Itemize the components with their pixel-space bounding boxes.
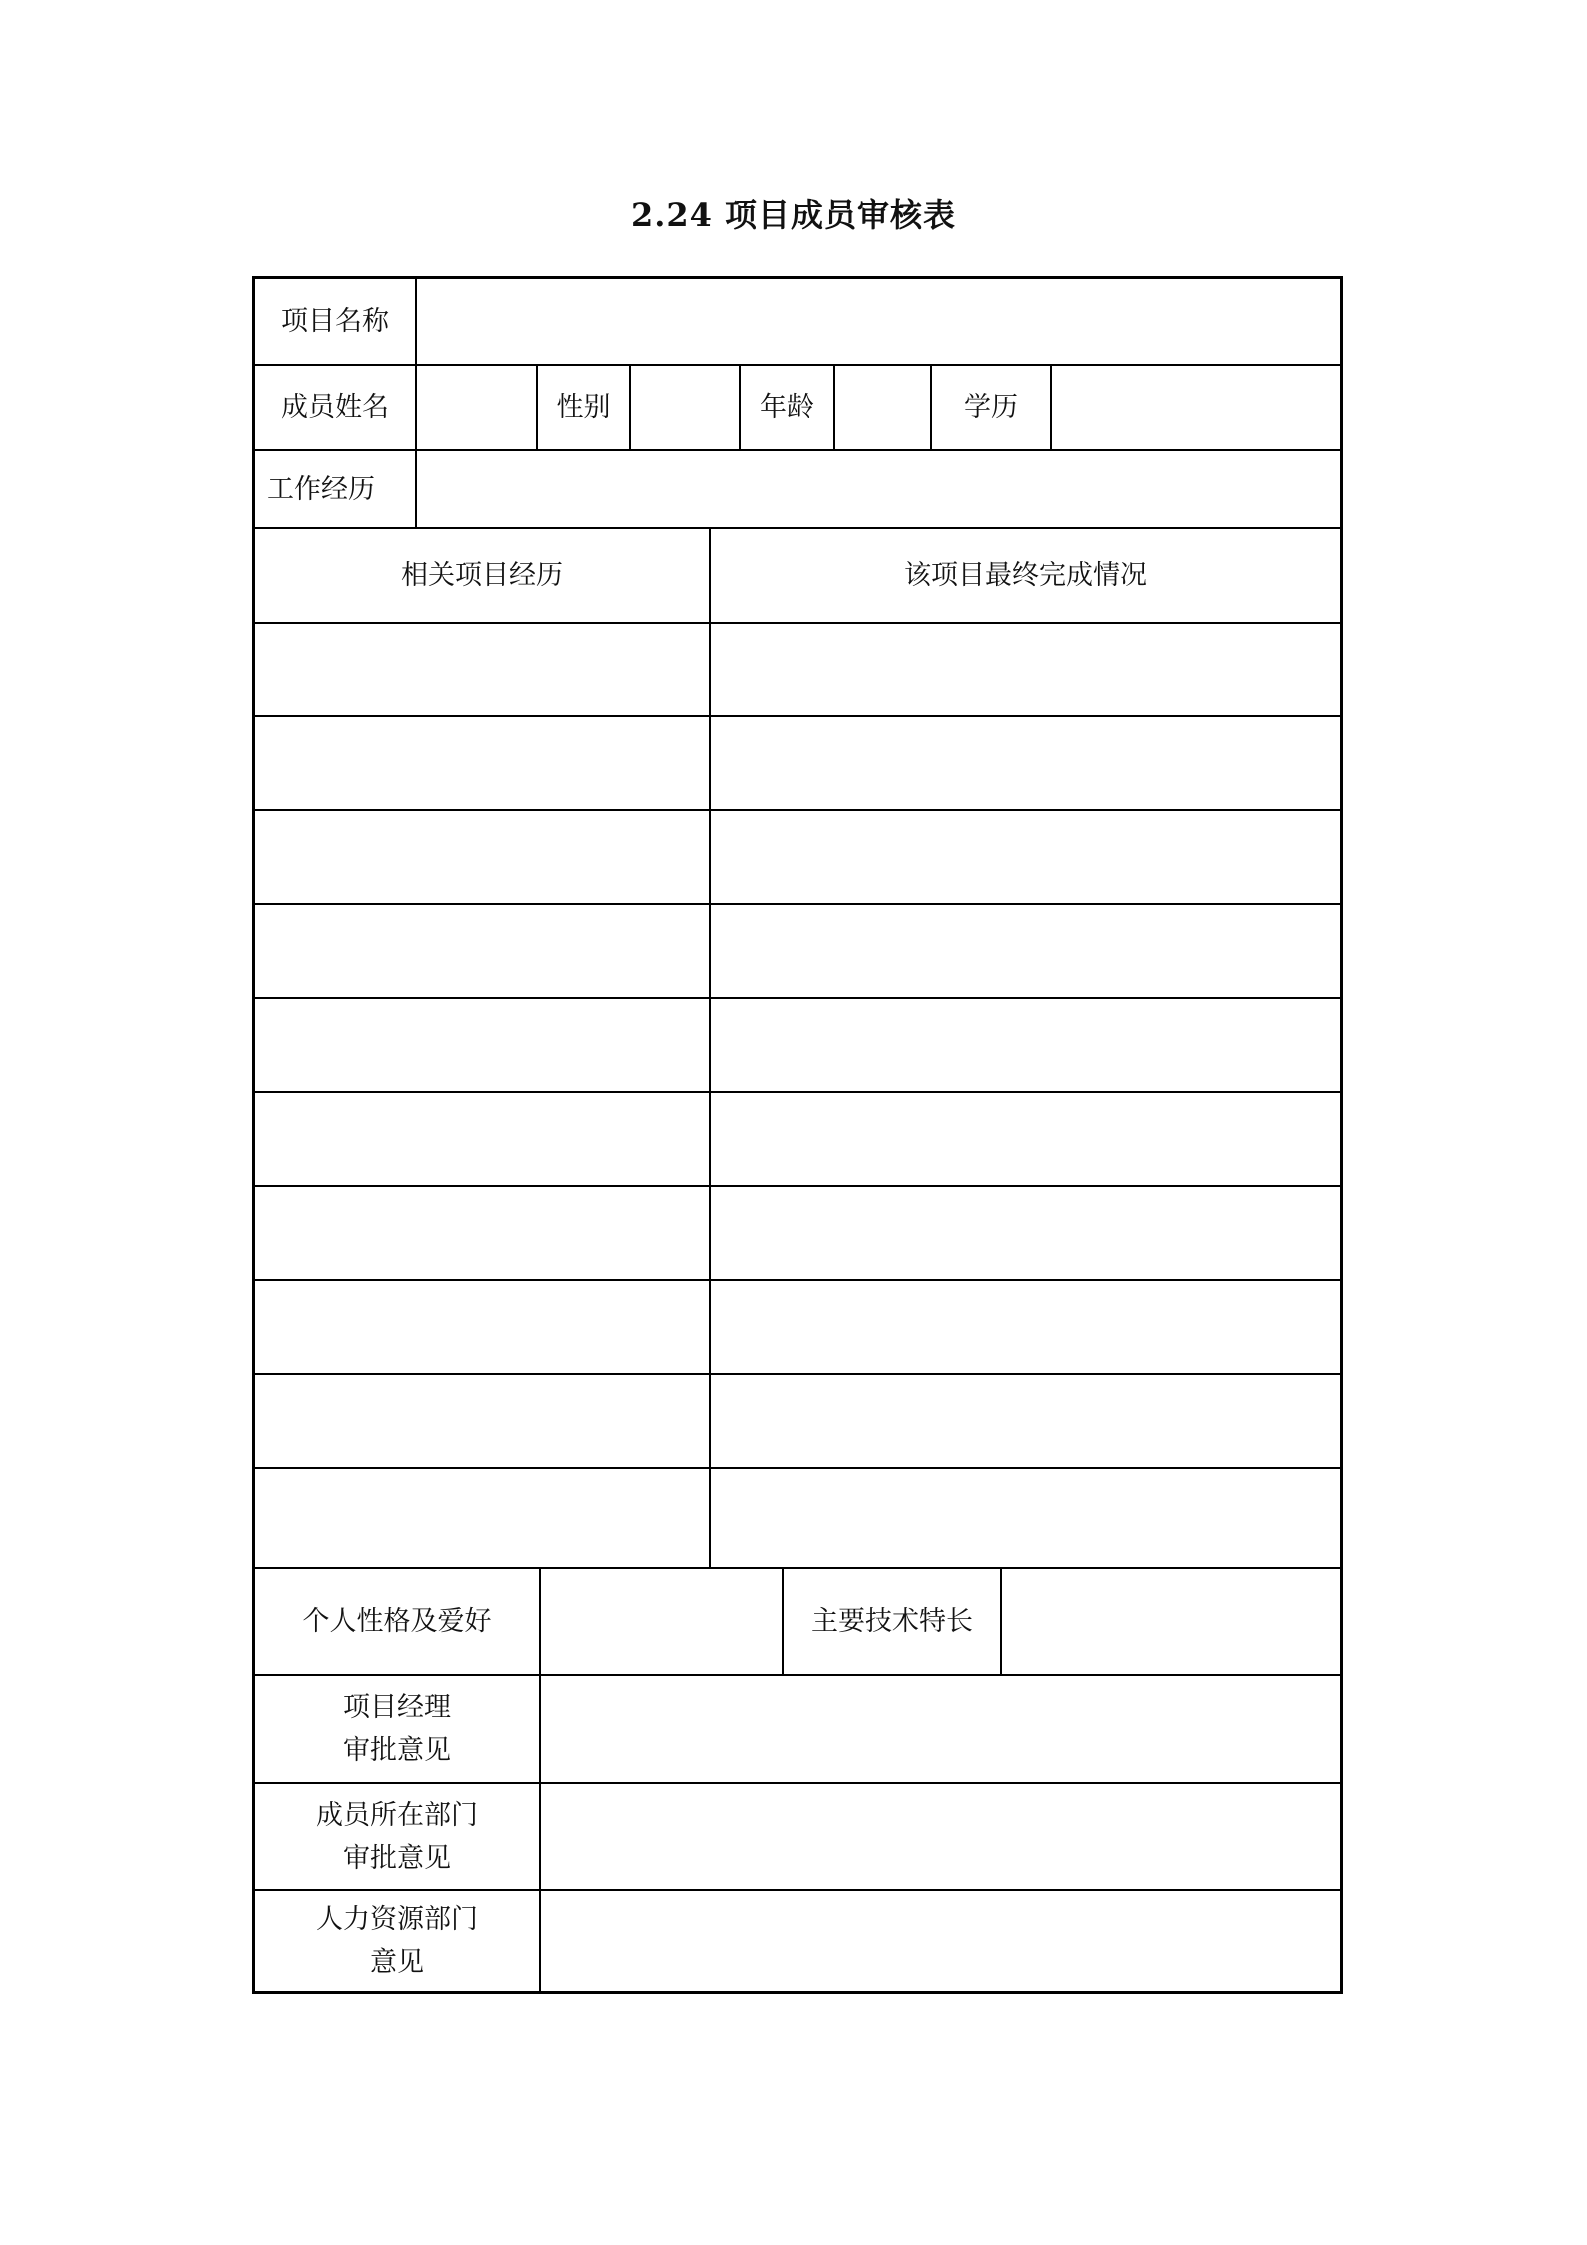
related-projects-header: 相关项目经历 <box>401 560 563 591</box>
experience-project-cell[interactable] <box>255 717 709 809</box>
hr-opinion-field[interactable] <box>541 1891 1340 1991</box>
education-field[interactable] <box>1052 366 1340 449</box>
experience-status-cell[interactable] <box>711 811 1340 903</box>
gender-label: 性别 <box>556 392 611 423</box>
experience-project-cell[interactable] <box>255 1375 709 1467</box>
experience-status-cell[interactable] <box>711 1281 1340 1373</box>
gender-field[interactable] <box>631 366 739 449</box>
work-experience-label: 工作经历 <box>267 473 375 505</box>
review-form <box>252 276 1343 1994</box>
dept-approval-label-line1: 成员所在部门 <box>316 1799 478 1831</box>
pm-approval-label <box>255 1676 539 1782</box>
pm-approval-label-line2: 审批意见 <box>343 1735 451 1766</box>
member-name-field[interactable] <box>417 366 536 449</box>
hr-opinion-label-line1: 人力资源部门 <box>316 1904 478 1935</box>
skills-field[interactable] <box>1002 1569 1340 1674</box>
experience-project-cell[interactable] <box>255 1469 709 1567</box>
personality-field[interactable] <box>541 1569 782 1674</box>
dept-approval-label <box>255 1784 539 1889</box>
experience-project-cell[interactable] <box>255 811 709 903</box>
hr-opinion-label-line2: 意见 <box>370 1947 424 1978</box>
experience-project-cell[interactable] <box>255 905 709 997</box>
experience-status-cell[interactable] <box>711 999 1340 1091</box>
experience-status-cell[interactable] <box>711 1187 1340 1279</box>
experience-project-cell[interactable] <box>255 999 709 1091</box>
page-title: 2.24 项目成员审核表 <box>630 196 957 234</box>
member-name-label: 成员姓名 <box>281 392 389 423</box>
experience-project-cell[interactable] <box>255 624 709 715</box>
skills-label: 主要技术特长 <box>811 1606 973 1637</box>
experience-status-cell[interactable] <box>711 624 1340 715</box>
education-label: 学历 <box>964 392 1018 423</box>
experience-project-cell[interactable] <box>255 1187 709 1279</box>
experience-status-cell[interactable] <box>711 1093 1340 1185</box>
age-label: 年龄 <box>760 392 814 423</box>
work-experience-field[interactable] <box>417 451 1340 527</box>
hr-opinion-label <box>255 1891 539 1991</box>
experience-status-cell[interactable] <box>711 717 1340 809</box>
dept-approval-field[interactable] <box>541 1784 1340 1889</box>
experience-status-cell[interactable] <box>711 1375 1340 1467</box>
pm-approval-field[interactable] <box>541 1676 1340 1782</box>
experience-project-cell[interactable] <box>255 1281 709 1373</box>
experience-status-cell[interactable] <box>711 1469 1340 1567</box>
experience-status-cell[interactable] <box>711 905 1340 997</box>
dept-approval-label-line2: 审批意见 <box>343 1842 451 1874</box>
final-status-header: 该项目最终完成情况 <box>904 560 1147 591</box>
project-name-label: 项目名称 <box>281 306 389 337</box>
project-name-field[interactable] <box>417 279 1340 364</box>
experience-project-cell[interactable] <box>255 1093 709 1185</box>
pm-approval-label-line1: 项目经理 <box>343 1692 451 1723</box>
personality-label: 个人性格及爱好 <box>302 1606 492 1637</box>
age-field[interactable] <box>835 366 930 449</box>
